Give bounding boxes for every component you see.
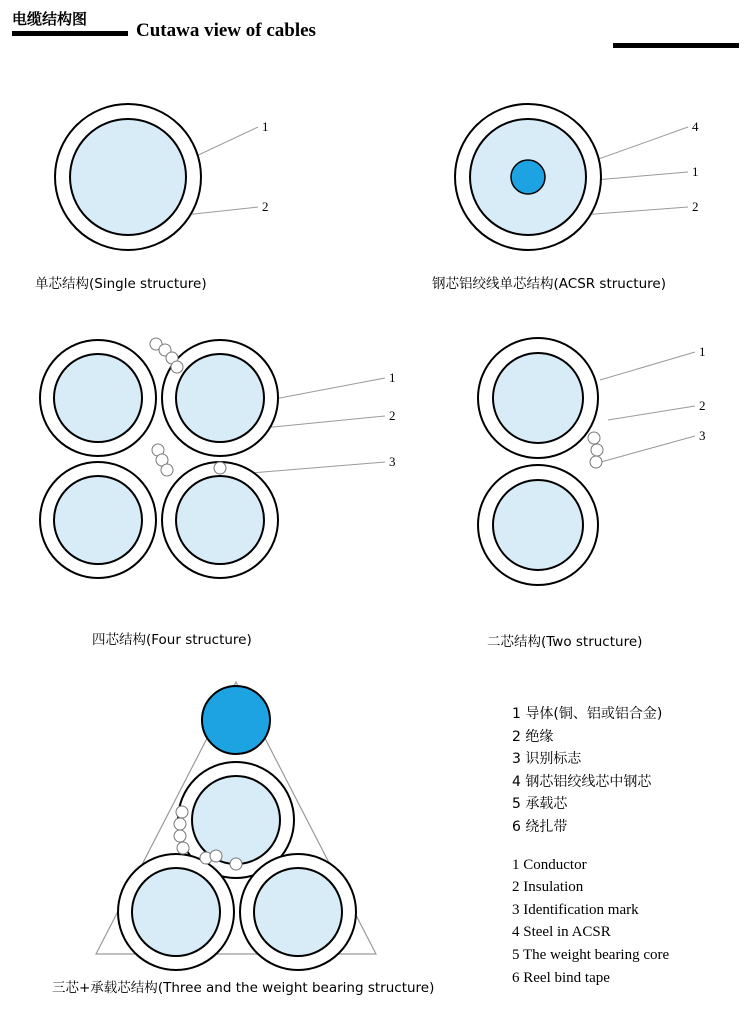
- caption-four-en: (Four structure): [146, 632, 252, 648]
- legend-item-cn-1: 1 导体(铜、铝或铝合金): [512, 706, 663, 722]
- legend-separator: [512, 839, 669, 854]
- figure-three-bearing-svg: [60, 672, 440, 972]
- conductor-circle: [70, 119, 186, 235]
- caption-four-cn: 四芯结构: [92, 632, 146, 648]
- caption-single-en: (Single structure): [89, 276, 207, 292]
- caption-three-bearing-en: (Three and the weight bearing structure): [157, 980, 435, 996]
- core-inner-top-left: [54, 354, 142, 442]
- figure-acsr-svg: [430, 95, 740, 275]
- callout-1: 1: [389, 370, 396, 385]
- callout-2: 2: [692, 199, 699, 214]
- leader-line-2: [582, 207, 688, 215]
- caption-single-structure: [35, 272, 207, 292]
- legend-item-en-2: 2 Insulation: [512, 879, 584, 896]
- core-inner-middle: [192, 776, 280, 864]
- figure-four-svg: [30, 320, 430, 620]
- callout-3: 3: [389, 454, 396, 469]
- core-inner-bottom: [493, 480, 583, 570]
- weight-bearing-core: [202, 686, 270, 754]
- legend-item-cn-5: 5 承载芯: [512, 796, 568, 813]
- caption-acsr-cn: 钢芯铝绞线单芯结构: [432, 276, 554, 292]
- callout-1: 1: [262, 119, 269, 134]
- identification-mark-top: [150, 338, 183, 373]
- legend-item-en-4: 4 Steel in ACSR: [512, 924, 611, 941]
- figure-single-structure: [30, 95, 330, 275]
- caption-acsr-structure: [432, 272, 666, 292]
- leader-line-3: [590, 436, 695, 465]
- leader-line-1: [600, 352, 695, 380]
- caption-two-structure: [487, 630, 642, 650]
- callout-2: 2: [262, 199, 269, 214]
- page-title-cn: 电缆结构图: [12, 10, 88, 28]
- callout-1: 1: [699, 344, 706, 359]
- caption-three-bearing-structure: [52, 976, 434, 996]
- caption-two-en: (Two structure): [541, 634, 643, 650]
- legend-item-cn-4: 4 钢芯铝绞线芯中钢芯: [512, 773, 652, 790]
- leader-line-2: [608, 406, 695, 420]
- steel-core-circle: [511, 160, 545, 194]
- callout-2: 2: [389, 408, 396, 423]
- legend-item-cn-2: 2 绝缘: [512, 728, 554, 745]
- core-inner-top: [493, 353, 583, 443]
- legend-item-en-6: 6 Reel bind tape: [512, 969, 610, 986]
- figure-acsr-structure: [430, 95, 740, 275]
- legend-item-en-5: 5 The weight bearing core: [512, 946, 670, 963]
- legend-item-en-1: 1 Conductor: [512, 856, 587, 873]
- callout-3: 3: [699, 428, 706, 443]
- figure-two-structure: [460, 320, 740, 620]
- caption-three-bearing-cn: 三芯+承载芯结构: [52, 980, 158, 996]
- caption-two-cn: 二芯结构: [487, 634, 541, 650]
- caption-single-cn: 单芯结构: [35, 276, 89, 292]
- header-rule-left: [12, 31, 128, 36]
- callout-4: 4: [692, 119, 699, 134]
- figure-two-svg: [460, 320, 740, 620]
- figure-single-svg: [30, 95, 330, 275]
- callout-1: 1: [692, 164, 699, 179]
- callout-2: 2: [699, 398, 706, 413]
- core-inner-bottom-right: [254, 868, 342, 956]
- identification-mark-two: [588, 432, 603, 468]
- figure-three-bearing-structure: [60, 672, 440, 972]
- caption-four-structure: [92, 628, 252, 648]
- core-inner-bottom-left: [132, 868, 220, 956]
- core-inner-bottom-right: [176, 476, 264, 564]
- header-rule-right: [613, 43, 739, 48]
- page-header: [0, 0, 750, 52]
- legend-item-cn-6: 6 绕扎带: [512, 818, 568, 835]
- caption-acsr-en: (ACSR structure): [553, 276, 666, 292]
- legend-item-en-3: 3 Identification mark: [512, 901, 639, 918]
- page-title-en: Cutawa view of cables: [136, 20, 316, 41]
- core-inner-bottom-left: [54, 476, 142, 564]
- leader-line-2: [185, 207, 258, 215]
- leader-line-1: [595, 172, 688, 180]
- figure-four-structure: [30, 320, 430, 620]
- legend-item-cn-3: 3 识别标志: [512, 751, 582, 768]
- legend: [512, 703, 669, 989]
- core-inner-top-right: [176, 354, 264, 442]
